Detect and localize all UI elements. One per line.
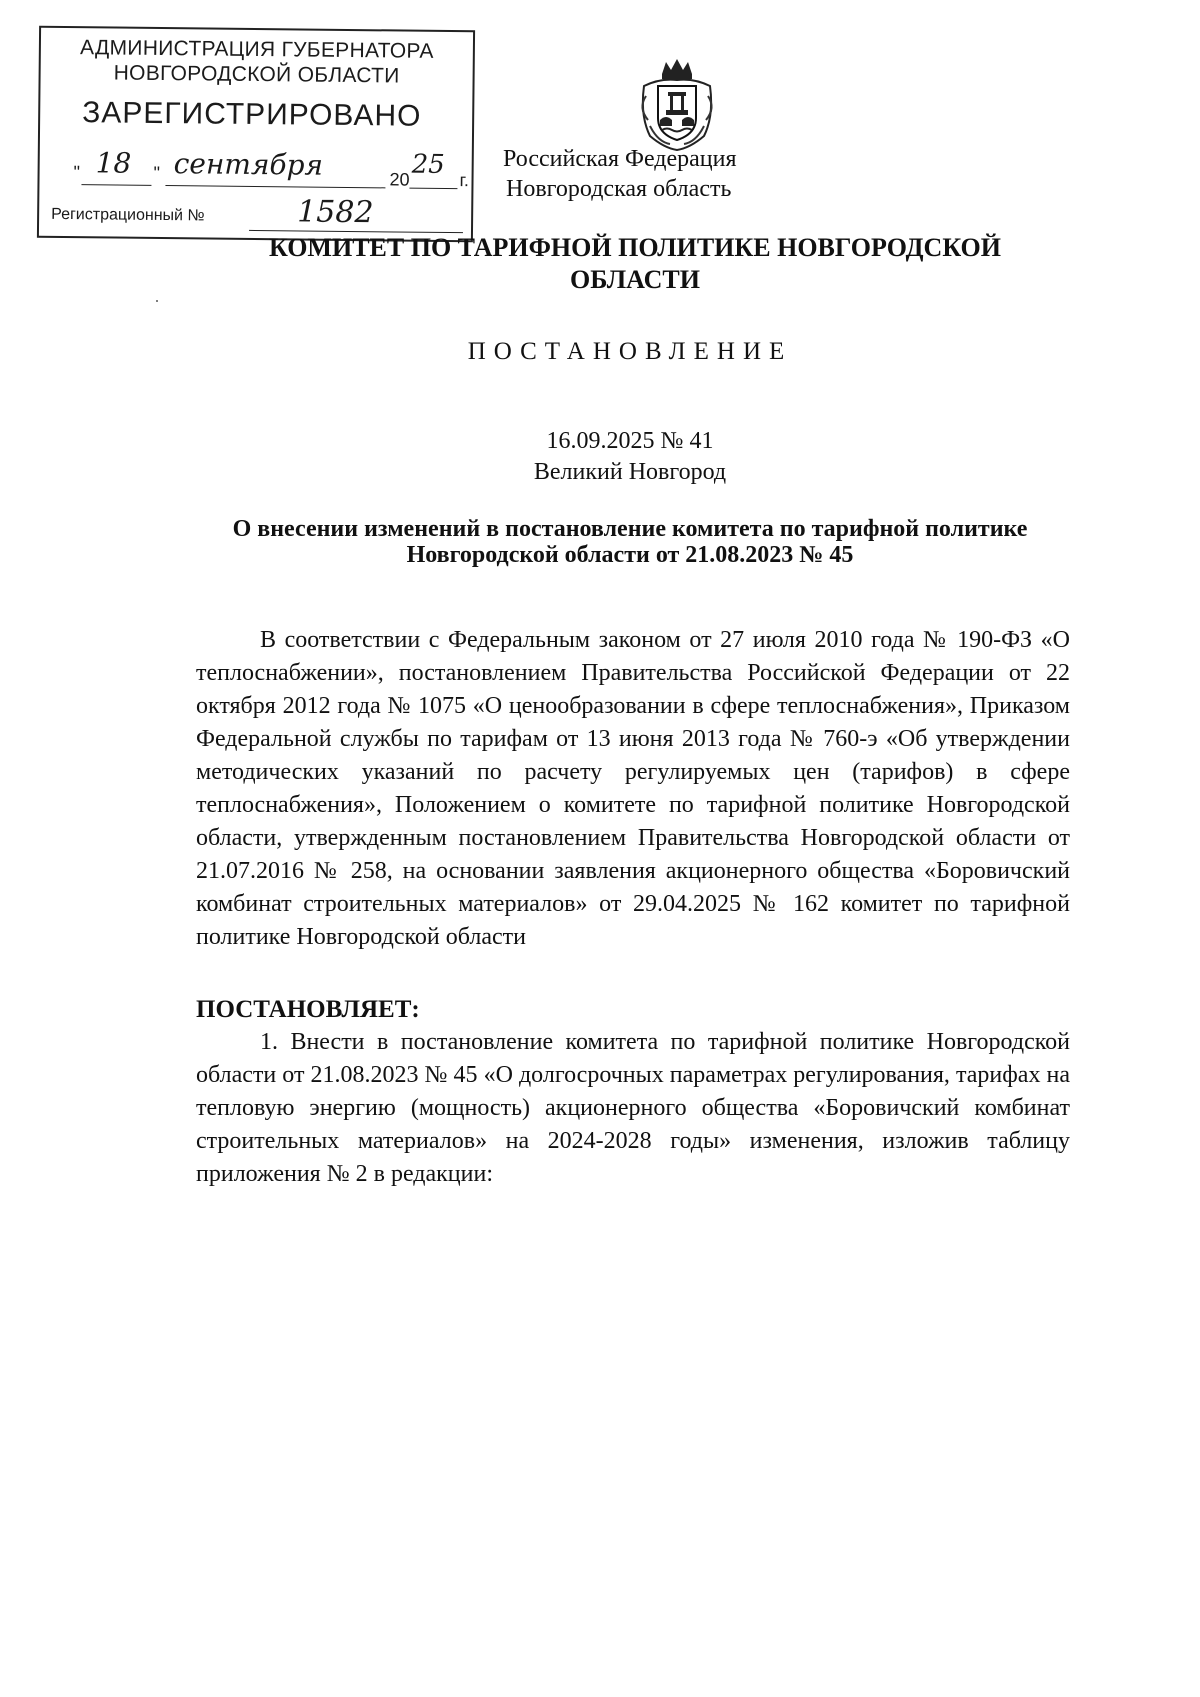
quote-close-mark: " [153, 162, 161, 183]
year-underline [409, 188, 457, 190]
stamp-day: 18 [95, 146, 132, 180]
stamp-status: ЗАРЕГИСТРИРОВАНО [82, 96, 422, 133]
document-type: ПОСТАНОВЛЕНИЕ [467, 338, 793, 365]
stamp-reg-number: 1582 [297, 194, 374, 231]
stamp-org-line1: АДМИНИСТРАЦИЯ ГУБЕРНАТОРА [79, 36, 434, 63]
document-date-number: 16.09.2025 № 41 [546, 428, 714, 454]
stamp-date-row [73, 146, 470, 198]
preamble-paragraph [196, 624, 1070, 954]
day-underline [81, 184, 151, 186]
document-subject: О внесении изменений в постановление комитета по тарифной политике Новгородской области от 21.08.2023 № 45 [232, 516, 1028, 568]
stamp-reg-label: Регистрационный № [51, 205, 205, 225]
preamble-text: В соответствии с Федеральным законом от 27 июля 2010 года № 190-ФЗ «О теплоснабжении», постановлением Правительства Российской Федерации от 22 октября 2012 года № 1075 «О ценообразовании в сфере теплоснабжения», Приказом Федеральной службы по тарифам от 13 июня 2013 года № 760-э «Об утверждении методических указаний по расчету регулируемых цен (тарифов) в сфере теплоснабжения», Положением о комитете по тарифной политике Новгородской области, утвержденным постановлением Правительства Новгородской области от 21.07.2016 № 258, на основании заявления акционерного общества «Боровичский комбинат строительных материалов» от 29.04.2025 № 162 комитет по тарифной политике Новгородской области [196, 627, 1070, 950]
stamp-org-line2: НОВГОРОДСКОЙ ОБЛАСТИ [113, 61, 400, 88]
stamp-year-prefix: 20 [389, 169, 410, 190]
country-name: Российская Федерация [503, 146, 737, 172]
resolves-heading: ПОСТАНОВЛЯЕТ: [196, 996, 420, 1023]
stamp-month: сентября [173, 147, 324, 182]
coat-of-arms-icon [636, 56, 718, 152]
scan-speck [156, 300, 158, 302]
stamp-year-mark: г. [459, 170, 470, 191]
document-city: Великий Новгород [533, 459, 727, 485]
registration-stamp [37, 26, 475, 243]
quote-open-mark: " [73, 162, 81, 183]
item-1-text: 1. Внести в постановление комитета по тарифной политике Новгородской области от 21.08.2023 № 45 «О долгосрочных параметрах регулирования, тарифах на тепловую энергию (мощность) акционерного общества «Боровичский комбинат строительных материалов» на 2024-2028 годы» изменения, изложив таблицу приложения № 2 в редакции: [196, 1029, 1070, 1187]
region-name: Новгородская область [506, 176, 732, 202]
stamp-year-suffix: 25 [411, 149, 445, 180]
committee-title: КОМИТЕТ ПО ТАРИФНОЙ ПОЛИТИКЕ НОВГОРОДСКОЙ ОБЛАСТИ [269, 233, 1001, 294]
item-1-paragraph [196, 1026, 1070, 1191]
month-underline [165, 185, 385, 188]
stamp-reg-row [51, 194, 461, 234]
